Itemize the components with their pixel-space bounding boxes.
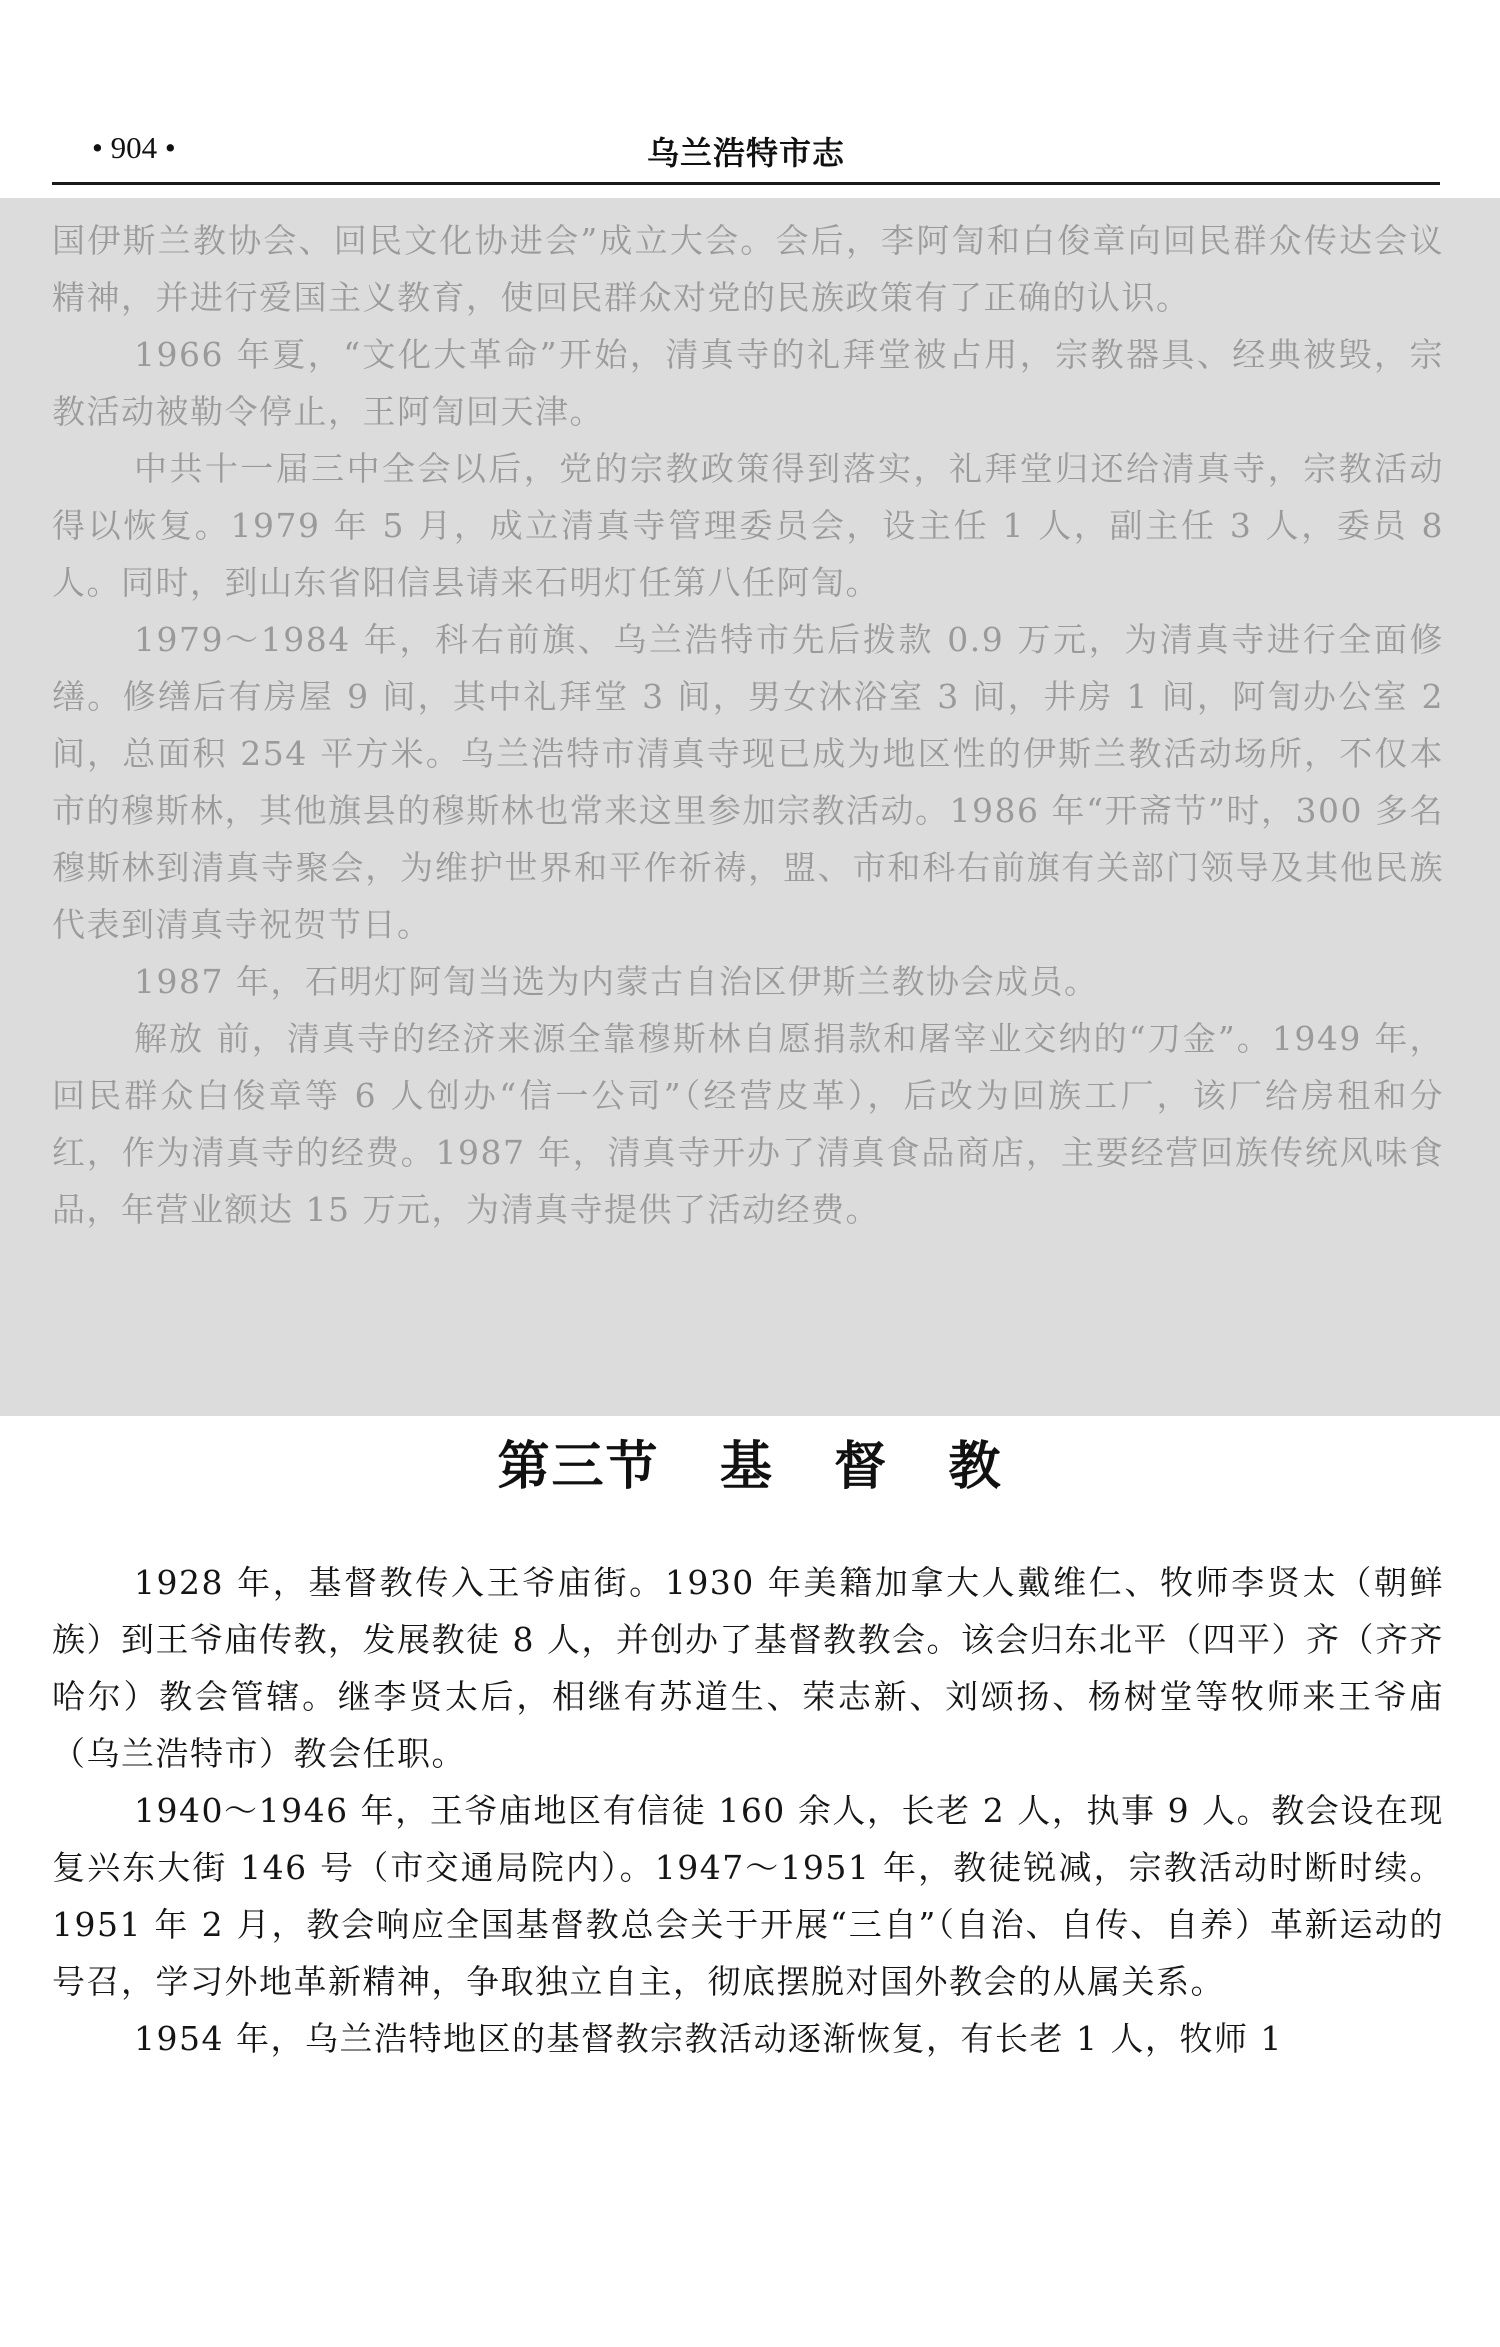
paragraph: 中共十一届三中全会以后，党的宗教政策得到落实，礼拜堂归还给清真寺，宗教活动得以恢复。1979 年 5 月，成立清真寺管理委员会，设主任 1 人，副主任 3 人，委员 8 人。同时，到山东省阳信县请来石明灯任第八任阿訇。 — [52, 449, 1444, 602]
paragraph: 国伊斯兰教协会、回民文化协进会”成立大会。会后，李阿訇和白俊章向回民群众传达会议精神，并进行爱国主义教育，使回民群众对党的民族政策有了正确的认识。 — [52, 221, 1444, 317]
page-header — [52, 122, 1440, 185]
book-title: 乌兰浩特市志 — [646, 134, 845, 172]
section-title: 第三节 基 督 教 — [497, 1437, 1003, 1497]
paragraph: 1979～1984 年，科右前旗、乌兰浩特市先后拨款 0.9 万元，为清真寺进行全面修缮。修缮后有房屋 9 间，其中礼拜堂 3 间，男女沐浴室 3 间，井房 1 间，阿訇办公室 2 间，总面积 254 平方米。乌兰浩特市清真寺现已成为地区性的伊斯兰教活动场所，不仅本市的穆斯林，其他旗县的穆斯林也常来这里参加宗教活动。1986 年“开斋节”时，300 多名穆斯林到清真寺聚会，为维护世界和平作祈祷，盟、市和科右前旗有关部门领导及其他民族代表到清真寺祝贺节日。 — [52, 620, 1444, 944]
main-text-block — [52, 1554, 1444, 2067]
paragraph: 1966 年夏，“文化大革命”开始，清真寺的礼拜堂被占用，宗教器具、经典被毁，宗教活动被勒令停止，王阿訇回天津。 — [52, 335, 1444, 431]
shaded-text-block — [52, 212, 1444, 1238]
paragraph: 1954 年，乌兰浩特地区的基督教宗教活动逐渐恢复，有长老 1 人，牧师 1 — [134, 2019, 1283, 2058]
paragraph: 解放 前，清真寺的经济来源全靠穆斯林自愿捐款和屠宰业交纳的“刀金”。1949 年，回民群众白俊章等 6 人创办“信一公司”（经营皮革），后改为回族工厂，该厂给房租和分红，作为清真寺的经费。1987 年，清真寺开办了清真食品商店，主要经营回族传统风味食品，年营业额达 15 万元，为清真寺提供了活动经费。 — [52, 1019, 1444, 1229]
paragraph: 1987 年，石明灯阿訇当选为内蒙古自治区伊斯兰教协会成员。 — [134, 962, 1099, 1001]
paragraph: 1928 年，基督教传入王爷庙街。1930 年美籍加拿大人戴维仁、牧师李贤太（朝鲜族）到王爷庙传教，发展教徒 8 人，并创办了基督教教会。该会归东北平（四平）齐（齐齐哈尔）教会管辖。继李贤太后，相继有苏道生、荣志新、刘颂扬、杨树堂等牧师来王爷庙（乌兰浩特市）教会任职。 — [52, 1563, 1444, 1773]
paragraph: 1940～1946 年，王爷庙地区有信徒 160 余人，长老 2 人，执事 9 人。教会设在现复兴东大街 146 号（市交通局院内）。1947～1951 年，教徒锐减，宗教活动时断时续。1951 年 2 月，教会响应全国基督教总会关于开展“三自”（自治、自传、自养）革新运动的号召，学习外地革新精神，争取独立自主，彻底摆脱对国外教会的从属关系。 — [52, 1791, 1444, 2001]
page-number: • 904 • — [92, 130, 176, 165]
